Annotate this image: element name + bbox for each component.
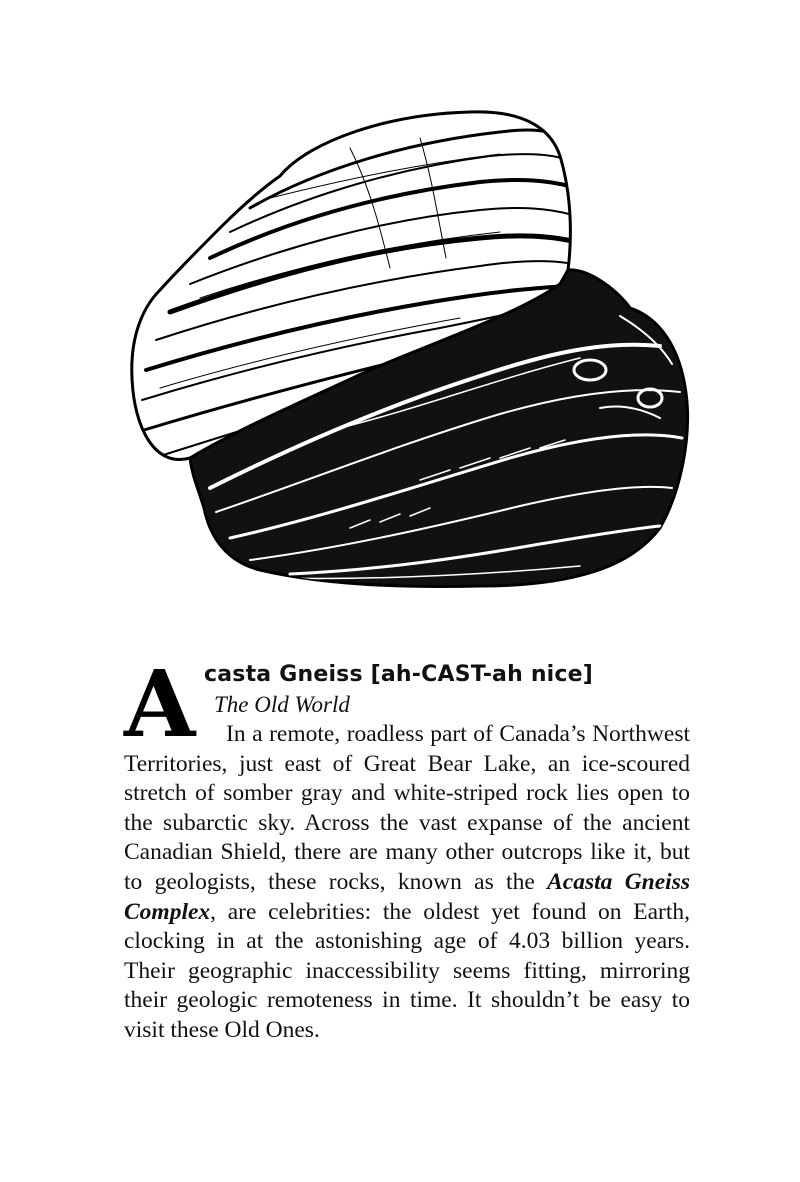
glossary-entry: [124, 650, 690, 1046]
body-emphasis: Acasta Gneiss Complex: [124, 868, 690, 925]
body-text-part-2: , are celebrities: the oldest yet found on Earth, clocking in at the astonishing age of 4.03 billion years. Their geographic inaccessibility seems fitting, mirroring their geologic remoteness in time. It shouldn’t be easy to visit these Old Ones.: [124, 898, 690, 1043]
body-text-part-1: In a remote, roadless part of Canada’s Northwest Territories, just east of Great Bear Lake, an ice-scoured stretch of somber gray and white-striped rock lies open to the subarctic sky. Across the vast expanse of the ancient Canadian Shield, there are many other outcrops like it, but to geologists, these rocks, known as the: [124, 721, 690, 895]
entry-body: [124, 720, 690, 1046]
entry-headword: casta Gneiss [ah-CAST-ah nice]: [204, 662, 594, 687]
drop-cap: A: [124, 650, 196, 758]
entry-subtitle: The Old World: [214, 692, 350, 717]
gneiss-rock-illustration: [120, 108, 700, 598]
